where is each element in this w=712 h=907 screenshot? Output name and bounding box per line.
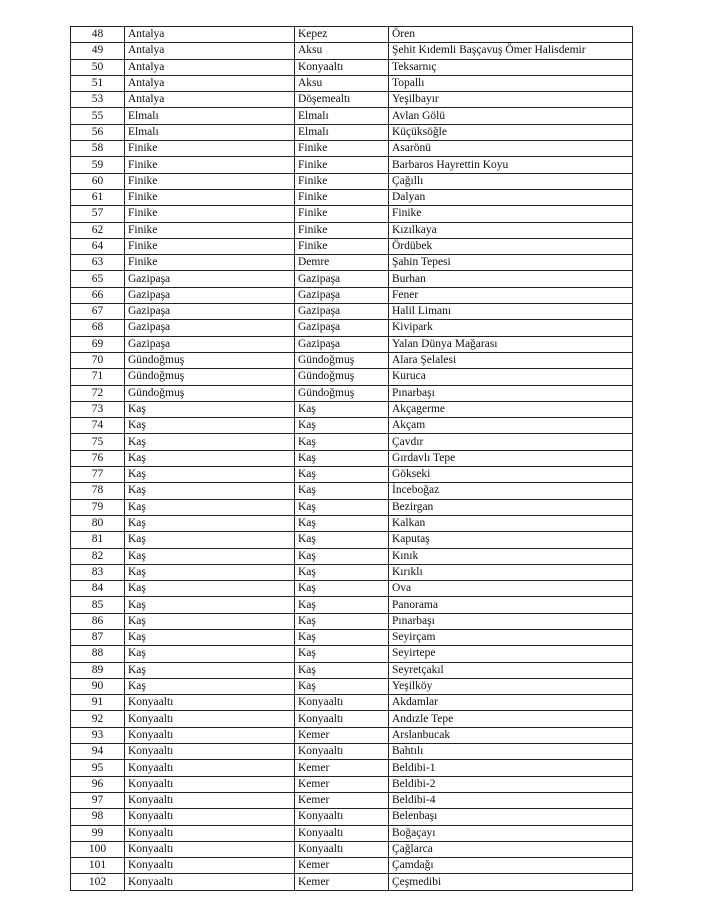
row-number: 61 — [71, 189, 125, 205]
location-cell: Çavdır — [389, 434, 633, 450]
table-row — [71, 189, 633, 205]
region-cell: Gazipaşa — [125, 304, 295, 320]
district-cell: Konyaaltı — [295, 841, 389, 857]
row-number: 91 — [71, 695, 125, 711]
location-cell: Seyretçakıl — [389, 662, 633, 678]
district-cell: Kaş — [295, 548, 389, 564]
district-cell: Konyaaltı — [295, 695, 389, 711]
district-cell: Kemer — [295, 874, 389, 890]
row-number: 94 — [71, 744, 125, 760]
district-cell: Kaş — [295, 418, 389, 434]
row-number: 71 — [71, 369, 125, 385]
row-number: 89 — [71, 662, 125, 678]
table-row — [71, 499, 633, 515]
district-cell: Kemer — [295, 792, 389, 808]
district-cell: Kemer — [295, 776, 389, 792]
table-row — [71, 467, 633, 483]
district-cell: Kaş — [295, 662, 389, 678]
table-row — [71, 825, 633, 841]
row-number: 101 — [71, 858, 125, 874]
district-cell: Finike — [295, 189, 389, 205]
location-cell: Yeşilbayır — [389, 92, 633, 108]
table-row — [71, 695, 633, 711]
row-number: 100 — [71, 841, 125, 857]
district-cell: Elmalı — [295, 124, 389, 140]
table-row — [71, 173, 633, 189]
table-row — [71, 238, 633, 254]
row-number: 59 — [71, 157, 125, 173]
location-cell: Beldibi-4 — [389, 792, 633, 808]
location-cell: Çağlarca — [389, 841, 633, 857]
district-cell: Gazipaşa — [295, 320, 389, 336]
district-cell: Kaş — [295, 581, 389, 597]
table-body — [71, 27, 633, 891]
row-number: 83 — [71, 564, 125, 580]
region-cell: Finike — [125, 141, 295, 157]
table-row — [71, 515, 633, 531]
region-cell: Konyaaltı — [125, 744, 295, 760]
table-row — [71, 597, 633, 613]
row-number: 57 — [71, 206, 125, 222]
region-cell: Kaş — [125, 678, 295, 694]
region-cell: Konyaaltı — [125, 695, 295, 711]
location-cell: Barbaros Hayrettin Koyu — [389, 157, 633, 173]
row-number: 102 — [71, 874, 125, 890]
table-row — [71, 320, 633, 336]
region-cell: Finike — [125, 255, 295, 271]
district-cell: Gündoğmuş — [295, 369, 389, 385]
district-cell: Gazipaşa — [295, 287, 389, 303]
row-number: 87 — [71, 629, 125, 645]
district-cell: Konyaaltı — [295, 809, 389, 825]
table-row — [71, 662, 633, 678]
region-cell: Konyaaltı — [125, 760, 295, 776]
table-row — [71, 760, 633, 776]
location-cell: Beldibi-1 — [389, 760, 633, 776]
region-cell: Kaş — [125, 401, 295, 417]
row-number: 68 — [71, 320, 125, 336]
region-cell: Kaş — [125, 597, 295, 613]
location-cell: Alara Şelalesi — [389, 352, 633, 368]
location-cell: Fener — [389, 287, 633, 303]
table-row — [71, 744, 633, 760]
table-row — [71, 43, 633, 59]
region-cell: Kaş — [125, 646, 295, 662]
district-cell: Finike — [295, 157, 389, 173]
row-number: 84 — [71, 581, 125, 597]
region-cell: Kaş — [125, 532, 295, 548]
region-cell: Finike — [125, 206, 295, 222]
row-number: 80 — [71, 515, 125, 531]
region-cell: Gazipaşa — [125, 320, 295, 336]
region-cell: Kaş — [125, 434, 295, 450]
region-cell: Kaş — [125, 467, 295, 483]
row-number: 72 — [71, 385, 125, 401]
location-cell: Kaputaş — [389, 532, 633, 548]
row-number: 66 — [71, 287, 125, 303]
location-cell: Boğaçayı — [389, 825, 633, 841]
table-row — [71, 369, 633, 385]
table-row — [71, 809, 633, 825]
row-number: 77 — [71, 467, 125, 483]
district-cell: Gündoğmuş — [295, 352, 389, 368]
row-number: 58 — [71, 141, 125, 157]
location-cell: Ördübek — [389, 238, 633, 254]
table-row — [71, 222, 633, 238]
location-cell: Akçagerme — [389, 401, 633, 417]
district-cell: Finike — [295, 173, 389, 189]
row-number: 79 — [71, 499, 125, 515]
district-cell: Kemer — [295, 858, 389, 874]
table-row — [71, 59, 633, 75]
location-cell: Akçam — [389, 418, 633, 434]
table-row — [71, 336, 633, 352]
table-row — [71, 352, 633, 368]
region-cell: Kaş — [125, 662, 295, 678]
region-cell: Konyaaltı — [125, 792, 295, 808]
location-cell: Kınık — [389, 548, 633, 564]
table-row — [71, 727, 633, 743]
district-cell: Kaş — [295, 450, 389, 466]
district-cell: Aksu — [295, 75, 389, 91]
table-row — [71, 858, 633, 874]
region-cell: Gazipaşa — [125, 271, 295, 287]
district-cell: Kaş — [295, 515, 389, 531]
district-cell: Kaş — [295, 629, 389, 645]
district-cell: Finike — [295, 238, 389, 254]
region-cell: Kaş — [125, 564, 295, 580]
region-cell: Antalya — [125, 27, 295, 43]
location-cell: Avlan Gölü — [389, 108, 633, 124]
table-row — [71, 255, 633, 271]
region-cell: Konyaaltı — [125, 825, 295, 841]
row-number: 67 — [71, 304, 125, 320]
district-cell: Döşemealtı — [295, 92, 389, 108]
location-cell: Topallı — [389, 75, 633, 91]
table-row — [71, 776, 633, 792]
row-number: 56 — [71, 124, 125, 140]
row-number: 97 — [71, 792, 125, 808]
district-cell: Kemer — [295, 760, 389, 776]
row-number: 76 — [71, 450, 125, 466]
row-number: 49 — [71, 43, 125, 59]
table-row — [71, 304, 633, 320]
table-row — [71, 711, 633, 727]
row-number: 93 — [71, 727, 125, 743]
location-cell: Şehit Kıdemli Başçavuş Ömer Halisdemir — [389, 43, 633, 59]
row-number: 63 — [71, 255, 125, 271]
district-cell: Konyaaltı — [295, 825, 389, 841]
location-cell: Kivipark — [389, 320, 633, 336]
table-row — [71, 124, 633, 140]
table-row — [71, 841, 633, 857]
region-cell: Kaş — [125, 548, 295, 564]
table-row — [71, 874, 633, 890]
table-row — [71, 564, 633, 580]
region-cell: Kaş — [125, 483, 295, 499]
location-cell: Bahtılı — [389, 744, 633, 760]
region-cell: Kaş — [125, 418, 295, 434]
table-row — [71, 434, 633, 450]
region-cell: Antalya — [125, 75, 295, 91]
table-row — [71, 646, 633, 662]
table-row — [71, 532, 633, 548]
table-row — [71, 483, 633, 499]
location-cell: Küçüksöğle — [389, 124, 633, 140]
region-cell: Gündoğmuş — [125, 385, 295, 401]
row-number: 78 — [71, 483, 125, 499]
location-cell: Asarönü — [389, 141, 633, 157]
district-cell: Demre — [295, 255, 389, 271]
district-cell: Kaş — [295, 434, 389, 450]
region-cell: Kaş — [125, 450, 295, 466]
region-cell: Kaş — [125, 515, 295, 531]
location-cell: İnceboğaz — [389, 483, 633, 499]
table-row — [71, 792, 633, 808]
district-cell: Kaş — [295, 532, 389, 548]
location-cell: Andızle Tepe — [389, 711, 633, 727]
region-cell: Konyaaltı — [125, 809, 295, 825]
location-table — [70, 26, 633, 891]
district-cell: Kaş — [295, 613, 389, 629]
region-cell: Finike — [125, 189, 295, 205]
location-cell: Kırıklı — [389, 564, 633, 580]
location-cell: Gırdavlı Tepe — [389, 450, 633, 466]
region-cell: Konyaaltı — [125, 841, 295, 857]
region-cell: Kaş — [125, 613, 295, 629]
location-cell: Şahin Tepesi — [389, 255, 633, 271]
table-row — [71, 385, 633, 401]
location-cell: Seyirçam — [389, 629, 633, 645]
location-cell: Beldibi-2 — [389, 776, 633, 792]
district-cell: Kaş — [295, 646, 389, 662]
location-cell: Çağıllı — [389, 173, 633, 189]
row-number: 48 — [71, 27, 125, 43]
region-cell: Kaş — [125, 581, 295, 597]
region-cell: Gündoğmuş — [125, 352, 295, 368]
table-row — [71, 613, 633, 629]
district-cell: Finike — [295, 206, 389, 222]
row-number: 65 — [71, 271, 125, 287]
region-cell: Finike — [125, 157, 295, 173]
region-cell: Gazipaşa — [125, 287, 295, 303]
table-row — [71, 678, 633, 694]
district-cell: Kaş — [295, 499, 389, 515]
row-number: 70 — [71, 352, 125, 368]
location-cell: Ören — [389, 27, 633, 43]
region-cell: Finike — [125, 238, 295, 254]
location-cell: Akdamlar — [389, 695, 633, 711]
district-cell: Kaş — [295, 483, 389, 499]
table-row — [71, 581, 633, 597]
location-cell: Seyirtepe — [389, 646, 633, 662]
location-cell: Çamdağı — [389, 858, 633, 874]
location-cell: Pınarbaşı — [389, 385, 633, 401]
district-cell: Kemer — [295, 727, 389, 743]
row-number: 50 — [71, 59, 125, 75]
table-row — [71, 450, 633, 466]
location-cell: Kızılkaya — [389, 222, 633, 238]
region-cell: Kaş — [125, 629, 295, 645]
region-cell: Konyaaltı — [125, 776, 295, 792]
row-number: 55 — [71, 108, 125, 124]
district-cell: Gazipaşa — [295, 271, 389, 287]
district-cell: Kaş — [295, 597, 389, 613]
row-number: 64 — [71, 238, 125, 254]
table-row — [71, 401, 633, 417]
region-cell: Gündoğmuş — [125, 369, 295, 385]
location-cell: Yeşilköy — [389, 678, 633, 694]
district-cell: Elmalı — [295, 108, 389, 124]
district-cell: Gazipaşa — [295, 336, 389, 352]
table-row — [71, 75, 633, 91]
district-cell: Konyaaltı — [295, 59, 389, 75]
row-number: 51 — [71, 75, 125, 91]
district-cell: Kaş — [295, 467, 389, 483]
row-number: 75 — [71, 434, 125, 450]
row-number: 53 — [71, 92, 125, 108]
region-cell: Antalya — [125, 92, 295, 108]
row-number: 82 — [71, 548, 125, 564]
row-number: 98 — [71, 809, 125, 825]
region-cell: Gazipaşa — [125, 336, 295, 352]
location-cell: Belenbaşı — [389, 809, 633, 825]
location-cell: Panorama — [389, 597, 633, 613]
row-number: 73 — [71, 401, 125, 417]
district-cell: Konyaaltı — [295, 744, 389, 760]
location-cell: Pınarbaşı — [389, 613, 633, 629]
region-cell: Konyaaltı — [125, 874, 295, 890]
location-cell: Finike — [389, 206, 633, 222]
district-cell: Gündoğmuş — [295, 385, 389, 401]
region-cell: Kaş — [125, 499, 295, 515]
table-row — [71, 418, 633, 434]
row-number: 95 — [71, 760, 125, 776]
region-cell: Konyaaltı — [125, 727, 295, 743]
row-number: 74 — [71, 418, 125, 434]
district-cell: Kepez — [295, 27, 389, 43]
district-cell: Konyaaltı — [295, 711, 389, 727]
location-cell: Dalyan — [389, 189, 633, 205]
row-number: 81 — [71, 532, 125, 548]
district-cell: Finike — [295, 141, 389, 157]
location-cell: Gökseki — [389, 467, 633, 483]
region-cell: Elmalı — [125, 124, 295, 140]
location-cell: Çeşmedibi — [389, 874, 633, 890]
table-row — [71, 108, 633, 124]
row-number: 60 — [71, 173, 125, 189]
region-cell: Finike — [125, 222, 295, 238]
location-cell: Halil Limanı — [389, 304, 633, 320]
region-cell: Elmalı — [125, 108, 295, 124]
location-cell: Bezirgan — [389, 499, 633, 515]
row-number: 88 — [71, 646, 125, 662]
region-cell: Antalya — [125, 43, 295, 59]
row-number: 92 — [71, 711, 125, 727]
row-number: 99 — [71, 825, 125, 841]
table-row — [71, 271, 633, 287]
table-row — [71, 27, 633, 43]
district-cell: Kaş — [295, 564, 389, 580]
table-row — [71, 206, 633, 222]
district-cell: Kaş — [295, 678, 389, 694]
district-cell: Aksu — [295, 43, 389, 59]
region-cell: Finike — [125, 173, 295, 189]
table-row — [71, 141, 633, 157]
row-number: 96 — [71, 776, 125, 792]
location-cell: Ova — [389, 581, 633, 597]
row-number: 62 — [71, 222, 125, 238]
district-cell: Kaş — [295, 401, 389, 417]
location-cell: Teksarnıç — [389, 59, 633, 75]
table-row — [71, 287, 633, 303]
district-cell: Finike — [295, 222, 389, 238]
region-cell: Konyaaltı — [125, 711, 295, 727]
row-number: 69 — [71, 336, 125, 352]
table-row — [71, 548, 633, 564]
location-cell: Burhan — [389, 271, 633, 287]
location-cell: Arslanbucak — [389, 727, 633, 743]
region-cell: Antalya — [125, 59, 295, 75]
table-row — [71, 157, 633, 173]
row-number: 85 — [71, 597, 125, 613]
location-cell: Yalan Dünya Mağarası — [389, 336, 633, 352]
location-cell: Kuruca — [389, 369, 633, 385]
row-number: 86 — [71, 613, 125, 629]
table-row — [71, 629, 633, 645]
region-cell: Konyaaltı — [125, 858, 295, 874]
location-cell: Kalkan — [389, 515, 633, 531]
table-row — [71, 92, 633, 108]
row-number: 90 — [71, 678, 125, 694]
district-cell: Gazipaşa — [295, 304, 389, 320]
